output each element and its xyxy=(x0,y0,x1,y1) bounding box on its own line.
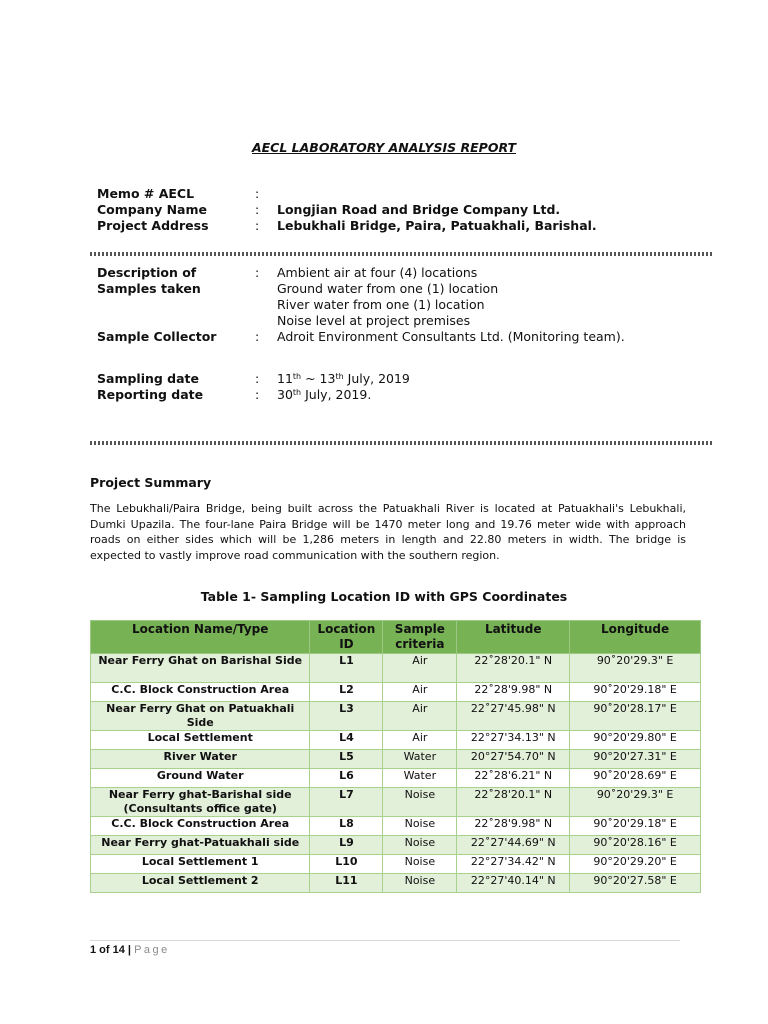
column-header-criteria: Sample criteria xyxy=(383,621,457,654)
footer-divider xyxy=(90,940,680,941)
location-id-cell: L2 xyxy=(310,683,383,702)
location-id-cell: L9 xyxy=(310,836,383,855)
page-footer xyxy=(90,944,170,956)
location-name-cell: River Water xyxy=(91,750,310,769)
address-label: Project Address xyxy=(97,218,209,233)
location-id-cell: L10 xyxy=(310,855,383,874)
longitude-cell: 90˚20'28.17" E xyxy=(570,702,701,731)
collector-label: Sample Collector xyxy=(97,329,217,344)
table-row xyxy=(91,654,701,683)
table-row xyxy=(91,788,701,817)
table-row xyxy=(91,874,701,893)
location-id-cell: L6 xyxy=(310,769,383,788)
location-id-cell: L4 xyxy=(310,731,383,750)
sampling-date-row xyxy=(97,371,717,387)
latitude-cell: 22˚28'9.98" N xyxy=(457,683,570,702)
location-id-cell: L11 xyxy=(310,874,383,893)
reporting-date-label: Reporting date xyxy=(97,387,204,402)
sample-criteria-cell: Noise xyxy=(383,788,457,817)
company-label: Company Name xyxy=(97,202,207,217)
page-word: Page xyxy=(134,944,170,956)
description-row xyxy=(97,265,717,281)
report-title: AECL LABORATORY ANALYSIS REPORT xyxy=(251,140,517,155)
company-row xyxy=(97,202,717,218)
latitude-cell: 22°27'34.13" N xyxy=(457,731,570,750)
latitude-cell: 22˚27'44.69" N xyxy=(457,836,570,855)
location-id-cell: L7 xyxy=(310,788,383,817)
latitude-cell: 20°27'54.70" N xyxy=(457,750,570,769)
location-name-cell: Ground Water xyxy=(91,769,310,788)
table-body xyxy=(91,654,701,893)
footer-separator: | xyxy=(127,944,131,956)
sample-item: Ground water from one (1) location xyxy=(277,281,499,296)
column-header-id: Location ID xyxy=(310,621,383,654)
location-name-cell: Local Settlement 2 xyxy=(91,874,310,893)
project-summary-text: The Lebukhali/Paira Bridge, being built across the Patuakhali River is located at Patuakhali's Lebukhali, Dumki Upazila. The four-lane Paira Bridge will be 1470 meter long and 19.76 meter wide with approach roads on either sides which will be 1,286 meters in length and 22.80 meters in width. The bridge is expected to vastly improve road communication with the southern region. xyxy=(90,502,686,562)
column-header-location: Location Name/Type xyxy=(91,621,310,654)
longitude-cell: 90°20'27.31" E xyxy=(570,750,701,769)
colon: : xyxy=(255,186,260,201)
sample-item: River water from one (1) location xyxy=(277,297,485,312)
location-name-cell: C.C. Block Construction Area xyxy=(91,683,310,702)
sample-criteria-cell: Noise xyxy=(383,817,457,836)
longitude-cell: 90°20'29.80" E xyxy=(570,731,701,750)
table-caption: Table 1- Sampling Location ID with GPS Coordinates xyxy=(200,589,568,604)
latitude-cell: 22˚27'45.98" N xyxy=(457,702,570,731)
column-header-longitude: Longitude xyxy=(570,621,701,654)
table-row xyxy=(91,731,701,750)
location-id-cell: L3 xyxy=(310,702,383,731)
latitude-cell: 22˚28'20.1" N xyxy=(457,654,570,683)
sample-item: Noise level at project premises xyxy=(277,313,471,328)
location-name-cell: Local Settlement xyxy=(91,731,310,750)
latitude-cell: 22°27'34.42" N xyxy=(457,855,570,874)
company-value: Longjian Road and Bridge Company Ltd. xyxy=(277,202,561,217)
location-name-cell: Near Ferry ghat-Patuakhali side xyxy=(91,836,310,855)
details-block xyxy=(97,265,717,345)
location-id-cell: L8 xyxy=(310,817,383,836)
longitude-cell: 90˚20'28.69" E xyxy=(570,769,701,788)
separator-line xyxy=(90,441,712,445)
colon: : xyxy=(255,202,260,217)
longitude-cell: 90˚20'29.3" E xyxy=(570,788,701,817)
memo-label: Memo # AECL xyxy=(97,186,195,201)
sample-criteria-cell: Air xyxy=(383,683,457,702)
longitude-cell: 90°20'29.20" E xyxy=(570,855,701,874)
sample-item: Ambient air at four (4) locations xyxy=(277,265,478,280)
dates-block xyxy=(97,371,717,403)
table-row xyxy=(91,750,701,769)
table-row xyxy=(91,817,701,836)
longitude-cell: 90˚20'29.18" E xyxy=(570,683,701,702)
latitude-cell: 22˚28'20.1" N xyxy=(457,788,570,817)
memo-value xyxy=(277,186,717,202)
address-row xyxy=(97,218,717,234)
longitude-cell: 90˚20'29.3" E xyxy=(570,654,701,683)
location-name-cell: Near Ferry Ghat on Barishal Side xyxy=(91,654,310,683)
reporting-date-value: 30th July, 2019. xyxy=(277,387,372,402)
longitude-cell: 90°20'27.58" E xyxy=(570,874,701,893)
location-id-cell: L5 xyxy=(310,750,383,769)
table-row xyxy=(91,683,701,702)
collector-row xyxy=(97,329,717,345)
latitude-cell: 22˚28'9.98" N xyxy=(457,817,570,836)
colon: : xyxy=(255,218,260,233)
colon: : xyxy=(255,265,260,280)
colon: : xyxy=(255,371,260,386)
address-value: Lebukhali Bridge, Paira, Patuakhali, Barishal. xyxy=(277,218,597,233)
sample-criteria-cell: Air xyxy=(383,702,457,731)
memo-row xyxy=(97,186,717,202)
latitude-cell: 22°27'40.14" N xyxy=(457,874,570,893)
description-row xyxy=(97,297,717,313)
sample-criteria-cell: Noise xyxy=(383,855,457,874)
sample-criteria-cell: Air xyxy=(383,654,457,683)
column-header-latitude: Latitude xyxy=(457,621,570,654)
table-row xyxy=(91,702,701,731)
latitude-cell: 22˚28'6.21" N xyxy=(457,769,570,788)
reporting-date-row xyxy=(97,387,717,403)
description-label: Description of xyxy=(97,265,197,280)
description-label: Samples taken xyxy=(97,281,201,296)
colon: : xyxy=(255,329,260,344)
table-row xyxy=(91,855,701,874)
location-name-cell: C.C. Block Construction Area xyxy=(91,817,310,836)
separator-line xyxy=(90,252,712,256)
longitude-cell: 90˚20'28.16" E xyxy=(570,836,701,855)
location-id-cell: L1 xyxy=(310,654,383,683)
sample-criteria-cell: Air xyxy=(383,731,457,750)
project-summary-heading: Project Summary xyxy=(90,475,212,490)
header-block xyxy=(97,186,717,234)
description-row xyxy=(97,313,717,329)
page-number: 1 of 14 xyxy=(90,944,125,956)
sampling-date-value: 11th ~ 13th July, 2019 xyxy=(277,371,410,386)
table-header-row xyxy=(91,621,701,654)
description-row xyxy=(97,281,717,297)
collector-value: Adroit Environment Consultants Ltd. (Monitoring team). xyxy=(277,329,625,344)
table-row xyxy=(91,836,701,855)
location-name-cell: Near Ferry Ghat on Patuakhali Side xyxy=(91,702,310,731)
colon: : xyxy=(255,387,260,402)
sample-criteria-cell: Noise xyxy=(383,874,457,893)
sample-criteria-cell: Noise xyxy=(383,836,457,855)
sampling-date-label: Sampling date xyxy=(97,371,200,386)
sample-criteria-cell: Water xyxy=(383,769,457,788)
location-name-cell: Local Settlement 1 xyxy=(91,855,310,874)
sampling-location-table xyxy=(90,620,701,893)
table-row xyxy=(91,769,701,788)
sample-criteria-cell: Water xyxy=(383,750,457,769)
location-name-cell: Near Ferry ghat-Barishal side (Consultants office gate) xyxy=(91,788,310,817)
longitude-cell: 90˚20'29.18" E xyxy=(570,817,701,836)
